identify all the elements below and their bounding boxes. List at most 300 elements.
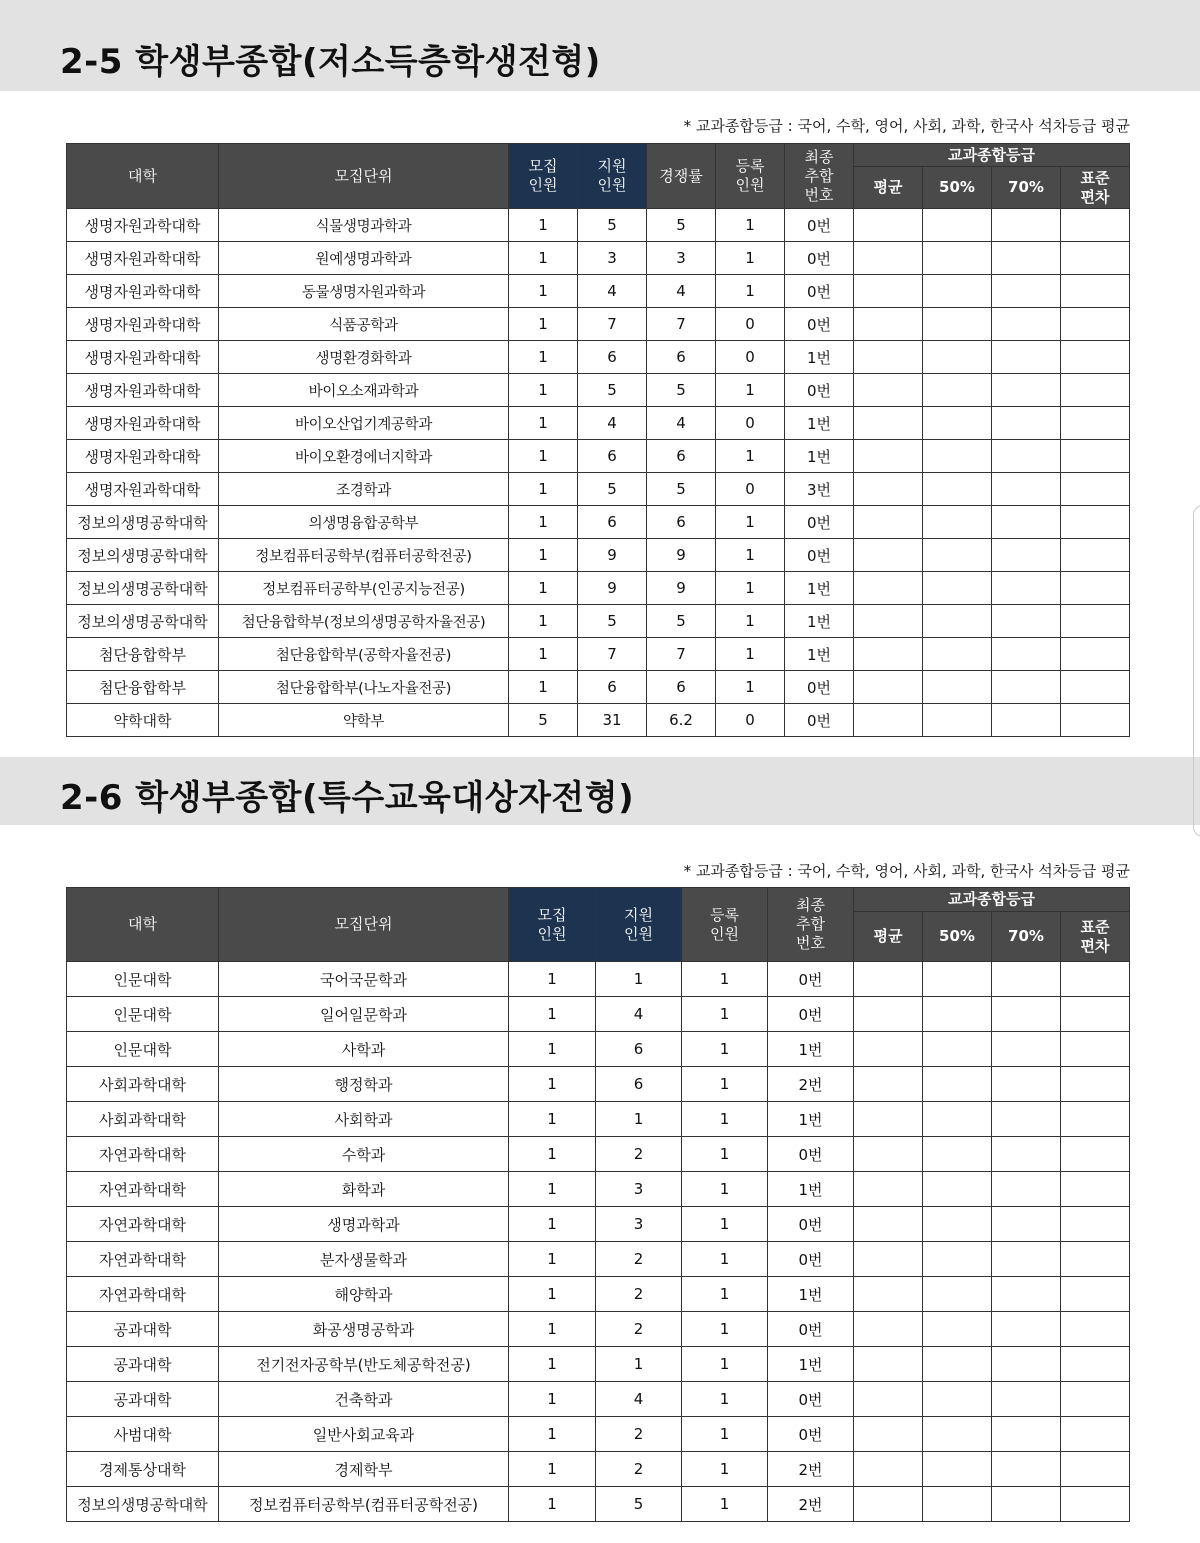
- cell-apply: 9: [578, 572, 647, 605]
- cell-recruit: 1: [509, 962, 596, 997]
- cell-p50: [923, 1312, 992, 1347]
- cell-avg: [854, 1137, 923, 1172]
- table-row: [67, 1347, 1130, 1382]
- cell-p50: [923, 962, 992, 997]
- cell-enroll: 0: [716, 308, 785, 341]
- table-row: [67, 209, 1130, 242]
- table-row: [67, 308, 1130, 341]
- cell-avg: [854, 962, 923, 997]
- cell-final: 0번: [768, 1242, 854, 1277]
- cell-ratio: 6: [647, 440, 716, 473]
- col-header-univ: 대학: [67, 144, 219, 209]
- cell-p50: [923, 407, 992, 440]
- col-header-70: 70%: [992, 912, 1061, 962]
- cell-dept: 첨단융합학부(정보의생명공학자율전공): [219, 605, 509, 638]
- cell-apply: 2: [596, 1242, 682, 1277]
- cell-apply: 5: [578, 473, 647, 506]
- cell-p50: [923, 1382, 992, 1417]
- cell-dept: 해양학과: [219, 1277, 509, 1312]
- table-row: [67, 1382, 1130, 1417]
- cell-p50: [923, 1242, 992, 1277]
- cell-final: 1번: [768, 1277, 854, 1312]
- cell-avg: [854, 1312, 923, 1347]
- cell-final: 3번: [785, 473, 854, 506]
- col-header-enroll: 등록 인원: [682, 888, 768, 962]
- section-header-2-6: [0, 757, 1200, 825]
- cell-dept: 행정학과: [219, 1067, 509, 1102]
- cell-avg: [854, 440, 923, 473]
- cell-p50: [923, 1277, 992, 1312]
- cell-enroll: 1: [716, 374, 785, 407]
- cell-dept: 수학과: [219, 1137, 509, 1172]
- cell-univ: 생명자원과학대학: [67, 407, 219, 440]
- cell-dept: 약학부: [219, 704, 509, 737]
- cell-dept: 바이오환경에너지학과: [219, 440, 509, 473]
- page-edge-scroll-indicator: [1193, 505, 1200, 837]
- cell-final: 0번: [768, 962, 854, 997]
- cell-dept: 일반사회교육과: [219, 1417, 509, 1452]
- cell-ratio: 4: [647, 407, 716, 440]
- cell-p50: [923, 209, 992, 242]
- cell-avg: [854, 1067, 923, 1102]
- cell-recruit: 1: [509, 1452, 596, 1487]
- cell-dept: 바이오소재과학과: [219, 374, 509, 407]
- table-row: [67, 1452, 1130, 1487]
- table-row: [67, 539, 1130, 572]
- cell-p70: [992, 341, 1061, 374]
- cell-recruit: 1: [509, 209, 578, 242]
- cell-p50: [923, 242, 992, 275]
- cell-final: 2번: [768, 1487, 854, 1522]
- cell-apply: 5: [596, 1487, 682, 1522]
- cell-apply: 3: [578, 242, 647, 275]
- cell-p50: [923, 997, 992, 1032]
- cell-p50: [923, 473, 992, 506]
- cell-univ: 생명자원과학대학: [67, 209, 219, 242]
- cell-p70: [992, 1312, 1061, 1347]
- cell-std: [1061, 1032, 1130, 1067]
- cell-enroll: 1: [682, 1102, 768, 1137]
- cell-enroll: 1: [682, 1137, 768, 1172]
- cell-univ: 공과대학: [67, 1312, 219, 1347]
- col-header-avg: 평균: [854, 912, 923, 962]
- cell-univ: 인문대학: [67, 997, 219, 1032]
- cell-apply: 9: [578, 539, 647, 572]
- cell-enroll: 1: [716, 572, 785, 605]
- cell-enroll: 0: [716, 341, 785, 374]
- cell-avg: [854, 341, 923, 374]
- cell-recruit: 1: [509, 1417, 596, 1452]
- col-header-dept: 모집단위: [219, 144, 509, 209]
- cell-avg: [854, 1417, 923, 1452]
- cell-recruit: 1: [509, 242, 578, 275]
- cell-ratio: 3: [647, 242, 716, 275]
- cell-final: 1번: [785, 638, 854, 671]
- cell-p50: [923, 638, 992, 671]
- cell-final: 0번: [768, 1207, 854, 1242]
- cell-enroll: 1: [682, 1487, 768, 1522]
- cell-final: 2번: [768, 1452, 854, 1487]
- cell-dept: 첨단융합학부(나노자율전공): [219, 671, 509, 704]
- cell-univ: 첨단융합학부: [67, 671, 219, 704]
- cell-p70: [992, 242, 1061, 275]
- cell-apply: 5: [578, 209, 647, 242]
- cell-std: [1061, 440, 1130, 473]
- col-header-apply: 지원 인원: [578, 144, 647, 209]
- cell-apply: 6: [578, 440, 647, 473]
- cell-enroll: 1: [682, 1277, 768, 1312]
- cell-apply: 4: [596, 1382, 682, 1417]
- cell-std: [1061, 1347, 1130, 1382]
- cell-final: 1번: [785, 407, 854, 440]
- cell-recruit: 1: [509, 473, 578, 506]
- cell-enroll: 1: [682, 1032, 768, 1067]
- cell-univ: 정보의생명공학대학: [67, 506, 219, 539]
- cell-p70: [992, 440, 1061, 473]
- cell-enroll: 1: [716, 242, 785, 275]
- cell-std: [1061, 997, 1130, 1032]
- cell-dept: 정보컴퓨터공학부(컴퓨터공학전공): [219, 539, 509, 572]
- cell-avg: [854, 1207, 923, 1242]
- table-row: [67, 1102, 1130, 1137]
- cell-final: 0번: [768, 1382, 854, 1417]
- cell-std: [1061, 1277, 1130, 1312]
- cell-final: 0번: [785, 209, 854, 242]
- cell-enroll: 1: [716, 605, 785, 638]
- col-header-grade-group: 교과종합등급: [854, 888, 1130, 912]
- cell-univ: 정보의생명공학대학: [67, 1487, 219, 1522]
- cell-p50: [923, 275, 992, 308]
- cell-std: [1061, 341, 1130, 374]
- cell-p50: [923, 1207, 992, 1242]
- cell-std: [1061, 1312, 1130, 1347]
- cell-std: [1061, 572, 1130, 605]
- cell-apply: 4: [578, 275, 647, 308]
- cell-recruit: 1: [509, 308, 578, 341]
- cell-final: 0번: [785, 275, 854, 308]
- cell-recruit: 1: [509, 440, 578, 473]
- cell-p50: [923, 1347, 992, 1382]
- cell-enroll: 1: [682, 1382, 768, 1417]
- cell-p70: [992, 1452, 1061, 1487]
- cell-final: 1번: [768, 1347, 854, 1382]
- table-row: [67, 1417, 1130, 1452]
- table-row: [67, 1137, 1130, 1172]
- cell-std: [1061, 704, 1130, 737]
- cell-apply: 5: [578, 605, 647, 638]
- cell-recruit: 1: [509, 539, 578, 572]
- table-row: [67, 605, 1130, 638]
- cell-std: [1061, 374, 1130, 407]
- cell-final: 0번: [785, 671, 854, 704]
- cell-enroll: 1: [716, 671, 785, 704]
- cell-recruit: 1: [509, 1067, 596, 1102]
- cell-apply: 6: [596, 1067, 682, 1102]
- cell-std: [1061, 308, 1130, 341]
- cell-univ: 자연과학대학: [67, 1277, 219, 1312]
- cell-ratio: 5: [647, 209, 716, 242]
- cell-std: [1061, 275, 1130, 308]
- col-header-enroll: 등록 인원: [716, 144, 785, 209]
- cell-std: [1061, 539, 1130, 572]
- cell-p70: [992, 1137, 1061, 1172]
- table-row: [67, 506, 1130, 539]
- cell-p50: [923, 1067, 992, 1102]
- table-row: [67, 275, 1130, 308]
- cell-p70: [992, 539, 1061, 572]
- cell-univ: 사범대학: [67, 1417, 219, 1452]
- cell-final: 0번: [785, 506, 854, 539]
- cell-p50: [923, 1452, 992, 1487]
- cell-p70: [992, 308, 1061, 341]
- col-header-recruit: 모집 인원: [509, 888, 596, 962]
- cell-recruit: 1: [509, 1242, 596, 1277]
- col-header-std: 표준 편차: [1061, 167, 1130, 209]
- cell-p70: [992, 209, 1061, 242]
- cell-univ: 생명자원과학대학: [67, 374, 219, 407]
- cell-recruit: 1: [509, 1347, 596, 1382]
- cell-recruit: 1: [509, 1487, 596, 1522]
- cell-p70: [992, 1277, 1061, 1312]
- cell-p70: [992, 506, 1061, 539]
- cell-recruit: 1: [509, 1277, 596, 1312]
- cell-recruit: 1: [509, 1382, 596, 1417]
- grade-note-2-6: * 교과종합등급 : 국어, 수학, 영어, 사회, 과학, 한국사 석차등급 평균: [683, 862, 1130, 880]
- cell-enroll: 1: [682, 1172, 768, 1207]
- cell-recruit: 1: [509, 1312, 596, 1347]
- cell-univ: 첨단융합학부: [67, 638, 219, 671]
- cell-recruit: 1: [509, 1102, 596, 1137]
- cell-avg: [854, 407, 923, 440]
- cell-dept: 사회학과: [219, 1102, 509, 1137]
- cell-recruit: 1: [509, 275, 578, 308]
- cell-dept: 정보컴퓨터공학부(인공지능전공): [219, 572, 509, 605]
- cell-p70: [992, 1207, 1061, 1242]
- cell-univ: 사회과학대학: [67, 1102, 219, 1137]
- cell-p70: [992, 1067, 1061, 1102]
- cell-univ: 생명자원과학대학: [67, 341, 219, 374]
- cell-avg: [854, 1172, 923, 1207]
- cell-p70: [992, 962, 1061, 997]
- cell-p50: [923, 704, 992, 737]
- cell-univ: 사회과학대학: [67, 1067, 219, 1102]
- cell-apply: 1: [596, 1102, 682, 1137]
- cell-std: [1061, 473, 1130, 506]
- table-row: [67, 997, 1130, 1032]
- cell-avg: [854, 1487, 923, 1522]
- col-header-50: 50%: [923, 167, 992, 209]
- admissions-table-2-5: [66, 143, 1130, 737]
- cell-std: [1061, 407, 1130, 440]
- cell-apply: 7: [578, 638, 647, 671]
- cell-dept: 화학과: [219, 1172, 509, 1207]
- cell-dept: 분자생물학과: [219, 1242, 509, 1277]
- cell-univ: 자연과학대학: [67, 1207, 219, 1242]
- cell-p50: [923, 539, 992, 572]
- cell-apply: 1: [596, 1347, 682, 1382]
- col-header-recruit: 모집 인원: [509, 144, 578, 209]
- cell-enroll: 1: [682, 1452, 768, 1487]
- cell-final: 0번: [768, 1417, 854, 1452]
- cell-p70: [992, 704, 1061, 737]
- cell-p50: [923, 1102, 992, 1137]
- cell-apply: 6: [578, 671, 647, 704]
- table-row: [67, 638, 1130, 671]
- cell-ratio: 9: [647, 572, 716, 605]
- cell-ratio: 5: [647, 605, 716, 638]
- cell-apply: 2: [596, 1417, 682, 1452]
- table-row: [67, 1067, 1130, 1102]
- cell-dept: 식품공학과: [219, 308, 509, 341]
- cell-enroll: 1: [682, 1207, 768, 1242]
- cell-p70: [992, 374, 1061, 407]
- col-header-final: 최종 추합 번호: [768, 888, 854, 962]
- table-row: [67, 473, 1130, 506]
- cell-p70: [992, 1347, 1061, 1382]
- cell-dept: 전기전자공학부(반도체공학전공): [219, 1347, 509, 1382]
- cell-univ: 공과대학: [67, 1347, 219, 1382]
- cell-final: 0번: [768, 1312, 854, 1347]
- cell-p50: [923, 1137, 992, 1172]
- cell-avg: [854, 1102, 923, 1137]
- table-body-2-6: [67, 962, 1130, 1522]
- cell-recruit: 1: [509, 1207, 596, 1242]
- cell-apply: 4: [596, 997, 682, 1032]
- cell-apply: 5: [578, 374, 647, 407]
- cell-univ: 정보의생명공학대학: [67, 539, 219, 572]
- cell-apply: 4: [578, 407, 647, 440]
- cell-univ: 생명자원과학대학: [67, 308, 219, 341]
- cell-ratio: 5: [647, 473, 716, 506]
- table-body-2-5: [67, 209, 1130, 737]
- cell-p70: [992, 1382, 1061, 1417]
- cell-final: 0번: [768, 1137, 854, 1172]
- cell-final: 0번: [785, 704, 854, 737]
- cell-univ: 생명자원과학대학: [67, 473, 219, 506]
- cell-recruit: 1: [509, 638, 578, 671]
- cell-ratio: 7: [647, 308, 716, 341]
- cell-p70: [992, 407, 1061, 440]
- cell-dept: 생명환경화학과: [219, 341, 509, 374]
- cell-std: [1061, 1417, 1130, 1452]
- cell-enroll: 1: [682, 1242, 768, 1277]
- cell-final: 1번: [768, 1172, 854, 1207]
- cell-recruit: 1: [509, 671, 578, 704]
- cell-p50: [923, 605, 992, 638]
- cell-final: 0번: [768, 997, 854, 1032]
- cell-final: 0번: [785, 539, 854, 572]
- cell-dept: 첨단융합학부(공학자율전공): [219, 638, 509, 671]
- table-row: [67, 440, 1130, 473]
- cell-ratio: 6: [647, 506, 716, 539]
- cell-final: 1번: [768, 1032, 854, 1067]
- cell-p50: [923, 374, 992, 407]
- cell-p70: [992, 671, 1061, 704]
- cell-enroll: 1: [682, 962, 768, 997]
- cell-recruit: 5: [509, 704, 578, 737]
- cell-ratio: 6: [647, 671, 716, 704]
- cell-avg: [854, 638, 923, 671]
- cell-avg: [854, 473, 923, 506]
- cell-recruit: 1: [509, 1032, 596, 1067]
- cell-univ: 인문대학: [67, 962, 219, 997]
- cell-ratio: 6: [647, 341, 716, 374]
- cell-apply: 2: [596, 1312, 682, 1347]
- cell-avg: [854, 209, 923, 242]
- cell-avg: [854, 308, 923, 341]
- cell-enroll: 1: [716, 440, 785, 473]
- section-title-2-6: 2-6 학생부종합(특수교육대상자전형): [60, 778, 635, 818]
- admissions-table-2-6: [66, 887, 1130, 1522]
- cell-avg: [854, 242, 923, 275]
- col-header-final: 최종 추합 번호: [785, 144, 854, 209]
- cell-dept: 경제학부: [219, 1452, 509, 1487]
- cell-enroll: 1: [716, 539, 785, 572]
- cell-p70: [992, 605, 1061, 638]
- cell-apply: 3: [596, 1172, 682, 1207]
- table-row: [67, 962, 1130, 997]
- cell-p70: [992, 638, 1061, 671]
- cell-apply: 3: [596, 1207, 682, 1242]
- cell-univ: 정보의생명공학대학: [67, 605, 219, 638]
- cell-std: [1061, 962, 1130, 997]
- cell-p70: [992, 1172, 1061, 1207]
- cell-final: 1번: [785, 341, 854, 374]
- cell-recruit: 1: [509, 1137, 596, 1172]
- cell-ratio: 7: [647, 638, 716, 671]
- cell-recruit: 1: [509, 572, 578, 605]
- cell-std: [1061, 605, 1130, 638]
- cell-p70: [992, 473, 1061, 506]
- cell-std: [1061, 1067, 1130, 1102]
- cell-enroll: 1: [682, 1417, 768, 1452]
- cell-enroll: 1: [682, 1067, 768, 1102]
- table-row: [67, 374, 1130, 407]
- cell-apply: 2: [596, 1137, 682, 1172]
- table-row: [67, 1487, 1130, 1522]
- cell-apply: 7: [578, 308, 647, 341]
- cell-avg: [854, 704, 923, 737]
- cell-p50: [923, 341, 992, 374]
- cell-p70: [992, 997, 1061, 1032]
- table-row: [67, 704, 1130, 737]
- cell-apply: 6: [596, 1032, 682, 1067]
- cell-std: [1061, 1452, 1130, 1487]
- table-row: [67, 1312, 1130, 1347]
- cell-apply: 31: [578, 704, 647, 737]
- cell-univ: 자연과학대학: [67, 1172, 219, 1207]
- cell-p70: [992, 1102, 1061, 1137]
- cell-univ: 자연과학대학: [67, 1137, 219, 1172]
- table-row: [67, 341, 1130, 374]
- cell-recruit: 1: [509, 997, 596, 1032]
- cell-avg: [854, 671, 923, 704]
- cell-enroll: 1: [716, 209, 785, 242]
- cell-std: [1061, 1172, 1130, 1207]
- cell-recruit: 1: [509, 605, 578, 638]
- cell-ratio: 5: [647, 374, 716, 407]
- table-row: [67, 1172, 1130, 1207]
- cell-recruit: 1: [509, 374, 578, 407]
- table-row: [67, 1242, 1130, 1277]
- cell-p70: [992, 1032, 1061, 1067]
- grade-note-2-5: * 교과종합등급 : 국어, 수학, 영어, 사회, 과학, 한국사 석차등급 평균: [683, 117, 1130, 135]
- cell-avg: [854, 572, 923, 605]
- cell-p50: [923, 308, 992, 341]
- cell-final: 1번: [785, 572, 854, 605]
- cell-avg: [854, 1032, 923, 1067]
- cell-recruit: 1: [509, 407, 578, 440]
